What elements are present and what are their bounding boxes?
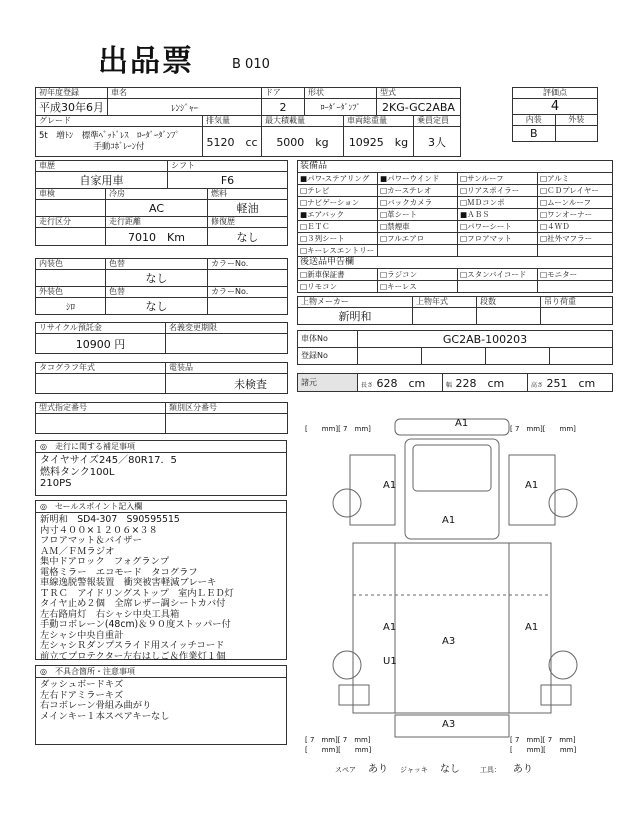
overall-score: 4	[513, 99, 598, 115]
type-number-table	[35, 402, 288, 434]
label-grade: グレード	[36, 116, 203, 127]
gross-weight: 10925 kg	[344, 127, 414, 157]
model-code: 2KG-GC2ABA	[377, 99, 461, 116]
equipment-item: □ナビゲーション	[298, 197, 378, 209]
jack: なし	[439, 764, 460, 775]
equipment-item: □サンルーフ	[458, 173, 538, 185]
equipment-item: ■ＡＢＳ	[458, 209, 538, 221]
mileage: 7010 Km	[106, 228, 208, 246]
reg-no-1	[358, 348, 422, 365]
equipment-item: □ＥＴＣ	[298, 221, 378, 233]
equipment-item: □４ＷＤ	[538, 221, 613, 233]
vin: GC2AB-100203	[358, 331, 613, 348]
label-color-change: 色替	[106, 259, 208, 270]
door-count: 2	[262, 99, 305, 116]
equipment-item	[538, 245, 613, 257]
label-spec: 諸元	[298, 374, 358, 392]
name-change-deadline	[166, 334, 288, 354]
equipment-item: ■エアバック	[298, 209, 378, 221]
tacho-table	[35, 362, 288, 394]
equipment-item: □新車保証書	[298, 269, 378, 281]
accessory-footer	[335, 760, 533, 775]
spare: あり	[368, 764, 388, 775]
mileage-class	[36, 228, 106, 246]
equipment-item: □ＭＤコンポ	[458, 197, 538, 209]
repair-history: なし	[208, 228, 288, 246]
label-history: 車歴	[36, 161, 168, 172]
front-right-wheel	[549, 489, 577, 517]
damage-bed-right: A1	[525, 622, 539, 633]
body-shape: ﾛｰﾀﾞｰﾀﾞﾝﾌﾟ	[305, 99, 377, 116]
equipment-item: □フロアマット	[458, 233, 538, 245]
label-stages: 段数	[477, 297, 541, 308]
lot-number: B 010	[232, 57, 270, 72]
damage-right-door: A1	[525, 480, 539, 491]
tread-rear-right-2: [ mm][ mm]	[510, 746, 577, 754]
max-load: 5000 kg	[262, 127, 344, 157]
equipment-item: □スタンバイコード	[458, 269, 538, 281]
grade-line-2: 手動ｺﾎﾞﾚｰﾝ付	[93, 141, 145, 152]
equipment-item: □ラジコン	[378, 269, 458, 281]
rear-panel-right	[541, 685, 571, 705]
class-number	[166, 414, 288, 434]
interior-color-change: なし	[106, 270, 208, 287]
label-vin: 車体No	[298, 331, 358, 348]
label-body-year: 上物年式	[413, 297, 477, 308]
damage-left-door: A1	[383, 480, 397, 491]
windshield	[413, 445, 491, 491]
equipment-item: ■パワ-ステアリング	[298, 173, 378, 185]
label-tools: 工具：	[479, 766, 501, 774]
tacho-year	[36, 374, 166, 394]
body-year	[413, 308, 477, 325]
label-exterior-color: 外装色	[36, 287, 106, 298]
equipment-item: □ムーンルーフ	[538, 197, 613, 209]
recycle-table	[35, 322, 288, 354]
width-value: 228 cm	[455, 376, 505, 390]
equipment-item	[458, 281, 538, 293]
defects-text: ダッシュボードキズ 左右ドアミラーキズ 右コボレーン骨組み曲がり メインキー１本スペアキーなし	[40, 679, 170, 722]
score-table	[512, 87, 598, 142]
exterior-color-change: なし	[106, 298, 208, 315]
equipment-item: □３列シート	[298, 233, 378, 245]
width	[443, 374, 528, 392]
label-inspection: 車検	[36, 189, 106, 200]
tread-front-right: [ 7 mm][ mm]	[510, 425, 576, 433]
equipment-item	[538, 281, 613, 293]
label-interior-color: 内装色	[36, 259, 106, 270]
reg-no-3	[486, 348, 550, 365]
equipment-item: □アルミ	[538, 173, 613, 185]
label-displacement: 排気量	[203, 116, 262, 127]
equipment-item	[458, 245, 538, 257]
tools: あり	[512, 764, 533, 775]
history: 自家用車	[36, 172, 168, 189]
exterior-score	[555, 126, 598, 142]
inspection	[36, 200, 106, 217]
label-jack: ジャッキ	[400, 766, 428, 774]
equipment-item: ■パワーウインド	[378, 173, 458, 185]
label-shift: シフト	[168, 161, 288, 172]
front-left-wheel	[333, 489, 361, 517]
damage-bed-center: A3	[442, 636, 456, 647]
type-number	[36, 414, 166, 434]
equipment-item: □パワーシート	[458, 221, 538, 233]
displacement: 5120 cc	[203, 127, 262, 157]
equipment-item: □革シート	[378, 209, 458, 221]
tread-rear-left-2: [ mm][ mm]	[305, 746, 372, 754]
label-width: 幅	[446, 381, 453, 389]
front-bumper	[395, 419, 509, 435]
shift: F6	[168, 172, 288, 189]
label-fuel: 燃料	[208, 189, 288, 200]
fuel: 軽油	[208, 200, 288, 217]
tread-rear-left-1: [ 7 mm][ 7 mm]	[305, 736, 371, 744]
sales-points-title: ◎ セールスポイント記入欄	[36, 501, 286, 513]
label-gvw: 車両総重量	[344, 116, 414, 127]
tread-front-left: [ mm][ 7 mm]	[305, 425, 371, 433]
label-mileage: 走行距離	[106, 217, 208, 228]
label-electrical: 電装品	[166, 363, 288, 374]
running-notes-text: タイヤサイズ245／80R17．5 燃料タンク100L 210PS	[40, 455, 177, 489]
label-exterior: 外装	[555, 115, 598, 126]
page-title: 出品票	[98, 44, 194, 79]
label-recycle-fee: リサイクル預託金	[36, 323, 166, 334]
color-table	[35, 258, 288, 315]
label-max-load: 最大積載量	[262, 116, 344, 127]
label-body-maker: 上物メーカー	[298, 297, 413, 308]
exterior-color-no	[208, 298, 288, 315]
ac: AC	[106, 200, 208, 217]
label-crane-load: 吊り荷重	[541, 297, 613, 308]
grade-line-1: 5t 増ﾄﾝ 標準ﾍﾞｯﾄﾞﾚｽ ﾛｰﾀﾞｰﾀﾞﾝﾌﾟ	[39, 130, 180, 141]
equipment-title: 装備品	[298, 161, 613, 173]
label-shape: 形状	[305, 88, 377, 99]
car-name: ﾚﾝｼﾞｬｰ	[108, 99, 262, 116]
equipment-item: □キーレスエントリー	[298, 245, 378, 257]
damage-rear-bumper: A3	[442, 719, 456, 730]
label-color-change-2: 色替	[106, 287, 208, 298]
label-tacho-year: タコグラフ年式	[36, 363, 166, 374]
equipment-item: □モニター	[538, 269, 613, 281]
equipment-item: □リアスポイラー	[458, 185, 538, 197]
label-score: 評価点	[513, 88, 598, 99]
length-value: 628 cm	[376, 376, 426, 390]
label-spare: スペア	[335, 766, 356, 774]
label-door: ドア	[262, 88, 305, 99]
label-color-no: カラーNo.	[208, 259, 288, 270]
rear-left-wheel	[333, 651, 361, 679]
equipment-item: □バックカメラ	[378, 197, 458, 209]
label-mileage-class: 走行区分	[36, 217, 106, 228]
height-value: 251 cm	[546, 376, 596, 390]
body-table	[297, 296, 613, 325]
equipment-item: □ＣＤプレイヤー	[538, 185, 613, 197]
rear-right-wheel	[549, 651, 577, 679]
damage-cab: A1	[442, 515, 456, 526]
label-color-no-2: カラーNo.	[208, 287, 288, 298]
interior-score: B	[513, 126, 556, 142]
equipment-item: □フルエアロ	[378, 233, 458, 245]
exterior-color: ｼﾛ	[36, 298, 106, 315]
sales-points-text: 新明和 SD4-307 S90595515 内寸４００×１２０６×３８ フロアマット＆バイザー ＡＭ／ＦＭラジオ 集中ドアロック フォグランプ 電格ミラー エコモード タコグラフ 車線逸脱警報装置 衝突被害軽減ブレーキ ＴＲＣ アイドリングストップ 室内ＬＥＤ灯 タイヤ止め２個 全席レザー調シートカバ付 左右路肩灯 右シャシ中央工具箱 手動コボレーン(48cm)＆９０度ストッパー付 左シャシ中央自重計 左シャシＲダンプスライド用スイッチコード 前立てプロテクター左右はしご＆作業灯１個	[40, 514, 234, 662]
equipment-item: □テレビ	[298, 185, 378, 197]
chassis-table	[297, 330, 613, 365]
defects-title: ◎ 不具合箇所・注意事項	[36, 666, 286, 678]
history-table	[35, 160, 288, 246]
later-items-title: 後送品申告欄	[298, 257, 613, 269]
tread-rear-right-1: [ 7 mm][ 7 mm]	[510, 736, 576, 744]
label-ac: 冷房	[106, 189, 208, 200]
sales-points	[35, 500, 287, 660]
damage-bed-left: A1	[383, 622, 397, 633]
label-reg-no: 登録No	[298, 348, 358, 365]
label-repair: 修復歴	[208, 217, 288, 228]
equipment-item: □禁煙車	[378, 221, 458, 233]
rear-panel	[339, 685, 369, 705]
running-notes-title: ◎ 走行に関する補足事項	[36, 441, 286, 453]
body-maker: 新明和	[298, 308, 413, 325]
label-car-name: 車名	[108, 88, 262, 99]
label-model: 型式	[377, 88, 461, 99]
interior-color	[36, 270, 106, 287]
label-type-number: 型式指定番号	[36, 403, 166, 414]
damage-bed-left-2: U1	[383, 656, 397, 667]
recycle-fee: 10900 円	[36, 334, 166, 354]
equipment-table	[297, 160, 613, 293]
running-notes	[35, 440, 287, 496]
interior-color-no	[208, 270, 288, 287]
equipment-item: □社外マフラー	[538, 233, 613, 245]
equipment-item	[378, 245, 458, 257]
capacity: 3人	[414, 127, 461, 157]
length	[358, 374, 443, 392]
electrical: 未検査	[166, 374, 288, 394]
equipment-item: □カーステレオ	[378, 185, 458, 197]
equipment-item: □リモコン	[298, 281, 378, 293]
label-class-number: 類別区分番号	[166, 403, 288, 414]
equipment-item: □ワンオーナー	[538, 209, 613, 221]
equipment-item: □キーレス	[378, 281, 458, 293]
vehicle-info-table	[35, 87, 461, 157]
crane-load	[541, 308, 613, 325]
spec-table	[297, 373, 613, 392]
label-length: 長さ	[361, 381, 374, 389]
label-capacity: 乗員定員	[414, 116, 461, 127]
label-interior: 内装	[513, 115, 556, 126]
reg-no-2	[422, 348, 486, 365]
defects	[35, 665, 287, 745]
label-first-reg: 初年度登録	[36, 88, 108, 99]
stages	[477, 308, 541, 325]
label-height: 高さ	[531, 381, 544, 389]
height	[528, 374, 613, 392]
truck-diagram	[295, 415, 615, 755]
label-name-change-deadline: 名義変更期限	[166, 323, 288, 334]
damage-front-bumper: A1	[455, 418, 469, 429]
grade	[36, 127, 203, 157]
first-reg: 平成30年6月	[36, 99, 108, 116]
reg-no-4	[550, 348, 613, 365]
